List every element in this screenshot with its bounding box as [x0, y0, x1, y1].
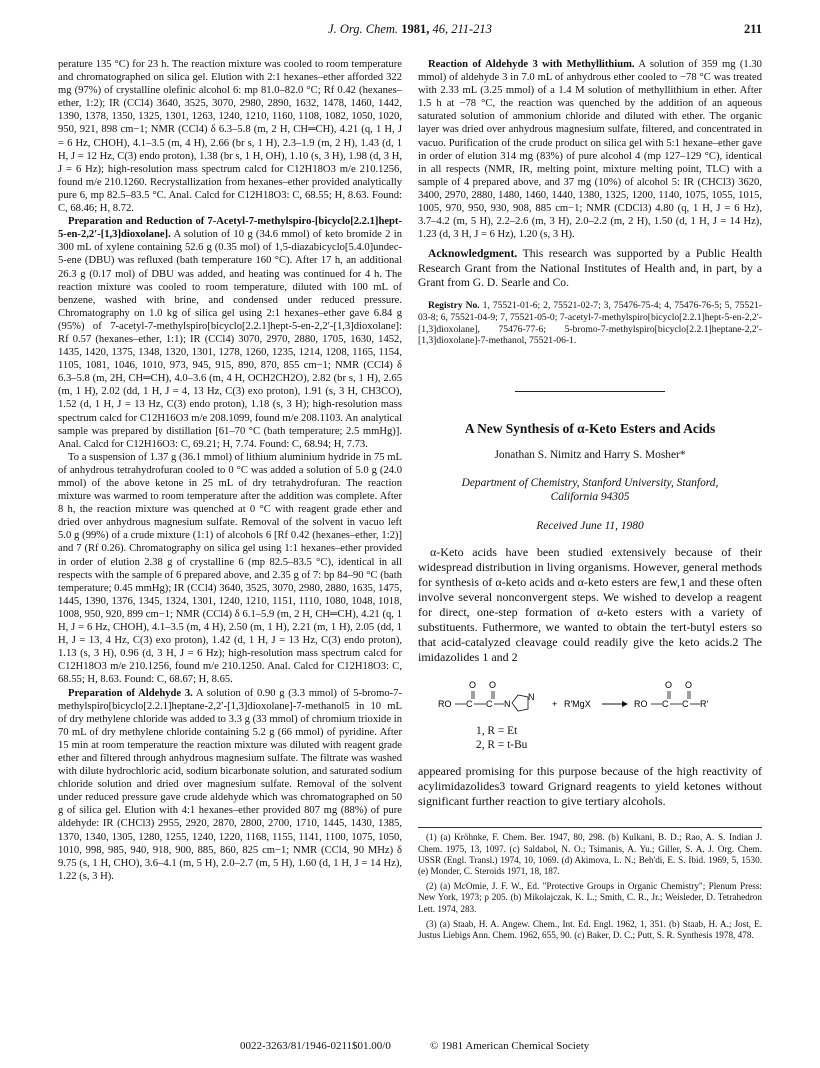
- journal-pages: 211-213: [451, 22, 492, 36]
- reaction-arrowhead: [622, 701, 628, 707]
- left-column: [58, 58, 402, 883]
- affiliation-line-1: Department of Chemistry, Stanford University, Stanford,: [461, 477, 719, 490]
- scheme-ro-label: RO: [438, 699, 452, 710]
- right-paragraph-1: [418, 58, 762, 241]
- received-date: Received June 11, 1980: [536, 520, 644, 533]
- registry-text: 1, 75521-01-6; 2, 75521-02-7; 3, 75476-75-4; 4, 75476-76-5; 5, 75521-03-8; 6, 75521-04-9; 7, 75521-05-0; 7-acetyl-7-methylspiro[bicyclo[2.2.1]hept-5-en-2,2′-[1,3]dioxolane], 75476-77-6; 5-bromo-7-methylspiro[bicyclo[2.2.1]heptane-2,2′-[1,3]dioxolane]-7-methanol, 75521-06-1.: [418, 299, 763, 347]
- reaction-scheme-drawing: [436, 673, 746, 725]
- scheme-product-r-prime: R′: [700, 699, 709, 710]
- page-number: 211: [743, 22, 762, 36]
- paragraph-text: A solution of 0.90 g (3.3 mmol) of 5-bromo-7-methylspiro[bicyclo[2.2.1]heptane-2,2′-[1,3]dioxolane]-7-methanol5 in 10 mL of dry methylene chloride was added to 3.3 g (33 mmol) of chromium trioxide in 70 mL of dry methylene chloride containing 5.2 g (66 mmol) of pyridine. After 15 min at room temperature the reaction mixture was diluted with reagent grade ether and filtered through anhydrous magnesium sulfate. The filtrate was washed with dilute hydrochloric acid, sodium bicarbonate solution, and saturated sodium chloride solution and dried over magnesium sulfate. Removal of the solvent under reduced pressure gave crude aldehyde which was chromatographed on 50 g of silica gel. Elution with 4:1 hexanes–ether provided 807 mg (88%) of pure aldehyde: IR (CHCl3) 2955, 2920, 2870, 2800, 2700, 1710, 1445, 1430, 1385, 1370, 1340, 1305, 1280, 1255, 1240, 1220, 1168, 1155, 1141, 1100, 1075, 1050, 1010, 998, 985, 940, 918, 900, 885, 860, 825 cm−1; NMR (CCl4, 90 MHz) δ 9.75 (s, 1 H, CHO), 3.6–4.1 (m, 5 H), 2.0–2.7 (m, 5 H), 1.60 (d, 1 H, J = 14 Hz), 1.22 (s, 3 H).: [58, 687, 402, 882]
- body-paragraph: appeared promising for this purpose because of the high reactivity of acylimidazolides3 toward Grignard reagents to yield ketones without significant further reaction to give tertiary alcohols.: [418, 764, 762, 809]
- article-authors: Jonathan S. Nimitz and Harry S. Mosher*: [494, 449, 686, 462]
- page-header: [0, 22, 820, 40]
- article-affiliation: [418, 476, 762, 504]
- article-title: A New Synthesis of α-Keto Esters and Acids: [464, 421, 716, 437]
- scheme-product-ro: RO: [634, 699, 648, 710]
- copyright: © 1981 American Chemical Society: [430, 1040, 590, 1052]
- scheme-product-oxygen-2: O: [685, 680, 693, 691]
- footnote-3: (3) (a) Staab, H. A. Angew. Chem., Int. Ed. Engl. 1962, 1, 351. (b) Staab, H. A.; Jost, E. Justus Liebigs Ann. Chem. 1962, 655, 90. (c) Baker, D. C.; Putt, S. R. Synthesis 1978, 478.: [418, 918, 762, 941]
- scheme-nitrogen-2: N: [528, 692, 535, 703]
- scheme-carbon-1: C: [466, 699, 473, 710]
- left-paragraph-4: [58, 687, 402, 883]
- acknowledgment: [418, 247, 762, 290]
- footnote-1: (1) (a) Kröhnke, F. Chem. Ber. 1947, 80, 298. (b) Kulkani, B. D.; Rao, A. S. Indian J. Chem. 1975, 13, 1097. (c) Saldabol, N. O.; Tsimanis, A. Yu.; Giller, S. A. J. Org. Chem. USSR (Engl. Transl.) 1974, 10, 1069. (d) Akimova, L. N.; Beh'di, E. S. Ibid. 1969, 5, 1530. (e) Monder, C. Steroids 1971, 18, 187.: [418, 832, 762, 876]
- article-code: 0022-3263/81/1946-0211$01.00/0: [240, 1040, 391, 1052]
- intro-paragraph: α-Keto acids have been studied extensively because of their widespread distribution in living organisms. However, general methods for synthesis of α-keto acids and α-keto esters are few,1 and these often involve several nonconvergent steps. We wished to develop a reagent for direct, one-step formation of α-keto esters with a variety of substituents. Futhermore, we wanted to obtain the tert-butyl esters so that acid-catalyzed cleavage could readily give the keto acids.2 The imidazolides 1 and 2: [418, 545, 762, 665]
- acknowledgment-text: This research was supported by a Public Health Research Grant from the National Institutes of Health and, in part, by a Grant from G. D. Searle and Co.: [418, 247, 762, 289]
- compound-1-label: 1, R = Et: [476, 725, 518, 738]
- scheme-plus: +: [552, 699, 558, 710]
- journal-volume: 46,: [432, 22, 449, 36]
- article-intro: [418, 545, 762, 665]
- imidazole-ring: [512, 695, 528, 711]
- right-column: [418, 58, 762, 941]
- left-paragraph-2: [58, 215, 402, 451]
- footnote-2: (2) (a) McOmie, J. F. W., Ed. "Protective Groups in Organic Chemistry"; Plenum Press: New York, 1973; p 205. (b) Mikolajczak, K. L.; Smith, C. R., Jr.; Weisleder, D. Tetrahedron Lett. 1974, 283.: [418, 881, 762, 914]
- section-heading: Reaction of Aldehyde 3 with Methyllithium.: [428, 59, 635, 70]
- scheme-product-oxygen-1: O: [665, 680, 673, 691]
- left-paragraph-1: perature 135 °C) for 23 h. The reaction mixture was cooled to room temperature and chromatographed on silica gel. Elution with 2:1 hexanes–ether afforded 322 mg (97%) of crystalline olefinic alcohol 6: mp 81.0–82.0 °C; Rf 0.42 (hexanes–ether, 1:2); IR (CCl4) 3640, 3525, 3070, 2980, 2890, 1632, 1478, 1460, 1442, 1390, 1378, 1350, 1325, 1301, 1263, 1240, 1210, 1160, 1108, 1082, 1050, 1020, 950, 921, 898 cm−1; NMR (CCl4) δ 6.3–5.8 (m, 2 H, CH═CH), 4.21 (q, 1 H, J = 6 Hz, CHOH), 4.1–3.5 (m, 4 H), 2.66 (br s, 1 H), 2.3–1.9 (m, 2 H), 1.43 (d, 1 H, J = 12 Hz, C(3) endo proton), 1.38 (br s, 1 H, OH), 1.10 (s, 3 H), 1.98 (d, 3 H, J = 6 Hz); high-resolution mass spectrum calcd for C12H18O3 m/e 210.1256, found m/e 210.1260. Recrystallization from hexanes–ether provided analytically pure 6, mp 82.5–83.5 °C. Anal. Calcd for C12H18O3: C, 68.55; H, 8.63. Found: C, 68.46; H, 8.72.: [58, 59, 402, 215]
- journal-name: J. Org. Chem.: [328, 22, 399, 36]
- scheme-carbon-2: C: [486, 699, 493, 710]
- paragraph-text: A solution of 359 mg (1.30 mmol) of aldehyde 3 in 7.0 mL of anhydrous ether cooled to −78 °C was treated with 2.33 mL (3.25 mmol) of a 1.4 M solution of methyllithium in ether. After 1.5 h at −78 °C, the reaction was quenched by the addition of an aqueous saturated solution of ammonium chloride and diluted with ether. The organic layer was dried over anhydrous magnesium sulfate, filtered, and concentrated in vacuo. Purification of the crude product on silica gel with 5:1 hexane–ether gave in order of elution 314 mg (83%) of pure alcohol 4 (mp 127–129 °C), identical in all respects (NMR, IR, melting point, mixture melting point, TLC) with a sample of 4 prepared above, and 37 mg (10%) of alcohol 5: IR (CHCl3) 3620, 3400, 2970, 2880, 1480, 1460, 1440, 1380, 1325, 1200, 1140, 1075, 1055, 1015, 1005, 970, 950, 930, 908, 885 cm−1; NMR (CDCl3) 4.80 (q, 1 H, J = 6 Hz), 3.7–4.2 (m, 5 H), 2.2–2.6 (m, 3 H), 2.0–2.2 (m, 2 H), 1.50 (d, 1 H, J = 14 Hz), 1.23 (d, 3 H, J = 6 Hz), 1.20 (s, 3 H).: [418, 59, 762, 241]
- reaction-scheme: [418, 673, 762, 725]
- affiliation-line-2: California 94305: [550, 491, 630, 504]
- compound-2-label: 2, R = t-Bu: [476, 738, 528, 751]
- article-body-continued: [418, 764, 762, 809]
- scheme-reagent: R′MgX: [564, 699, 591, 710]
- section-heading: Preparation of Aldehyde 3.: [68, 687, 193, 699]
- scheme-oxygen-1: O: [469, 680, 477, 691]
- footnote-divider: [418, 827, 762, 828]
- acknowledgment-heading: Acknowledgment.: [428, 247, 518, 261]
- paragraph-text: A solution of 10 g (34.6 mmol) of keto bromide 2 in 300 mL of xylene containing 52.6 g (0.35 mol) of 1,5-diazabicyclo[5.4.0]undec-5-ene (DBU) was refluxed (bath temperature 160 °C). After 17 h, an additional 26.3 g (0.17 mol) of DBU was added, and heating was continued for 4 h. The reaction mixture was cooled to room temperature, diluted with 100 mL of benzene, washed with brine, and condensed under reduced pressure. Chromatography on 1.0 kg of silica gel using 2:1 hexanes–ether gave 6.84 g (95%) of 7-acetyl-7-methylspiro[bicyclo[2.2.1]hept-5-en-2,2′-[1,3]dioxolane]: Rf 0.57 (hexanes–ether, 1:1); IR (CCl4) 3070, 2970, 2880, 1705, 1630, 1452, 1435, 1420, 1375, 1348, 1320, 1301, 1278, 1260, 1235, 1214, 1208, 1165, 1154, 1105, 1081, 1046, 1010, 973, 945, 915, 890, 870, 855 cm−1; NMR (CCl4) δ 6.3–5.8 (m, 2H, CH═CH), 4.0–3.6 (m, 4 H, OCH2CH2O), 2.82 (br s, 1 H), 2.65 (m, 1 H), 2.02 (dd, 1 H, J = 4, 13 Hz, C(3) exo proton), 1.91 (s, 3 H, CH3CO), 1.52 (d, 1 H, J = 13 Hz, C(3) endo proton), 1.18 (s, 3 H); high-resolution mass spectrum calcd for C12H16O3 m/e 208.1099, found m/e 208.1103. An analytical sample was prepared by distillation [61–70 °C (bath temperature; 2.5 mmHg)]. Anal. Calcd for C12H16O3: C, 69.21; H, 7.74. Found: C, 68.94; H, 7.73.: [58, 229, 402, 450]
- scheme-nitrogen-1: N: [504, 699, 511, 710]
- scheme-product-carbon-1: C: [662, 699, 669, 710]
- registry-heading: Registry No.: [428, 299, 480, 311]
- article-divider: [515, 391, 665, 392]
- left-paragraph-3: To a suspension of 1.37 g (36.1 mmol) of lithium aluminium hydride in 75 mL of anhydrous tetrahydrofuran cooled to 0 °C was added a solution of 5.0 g (24.0 mmol) of the above ketone in 25 mL of dry tetrahydrofuran. The reaction mixture was warmed to room temperature after the addition was complete. After 8 h, the reaction mixture was quenched at 0 °C with reagent grade ether and dried over anhydrous magnesium sulfate. Removal of the solvent in vacuo left 5.0 g (99%) of a crude mixture (1:1) of alcohols 6 [Rf 0.42 (hexanes–ether, 1:2)] and 7 (Rf 0.26). Chromatography on silica gel using 1:1 hexanes–ether provided in order of elution 2.38 g of crystalline 6 (mp 82.5–83.5 °C), identical in all respects with the sample of 6 prepared above, and 2.35 g of 7: bp 84–90 °C (bath temperature; 0.45 mmHg); IR (CCl4) 3640, 3525, 3070, 2980, 2880, 1635, 1475, 1445, 1390, 1376, 1345, 1324, 1301, 1240, 1210, 1151, 1110, 1080, 1048, 1018, 1008, 950, 920, 899 cm−1; NMR (CCl4) δ 6.1–5.9 (m, 2 H, CH═CH), 4.21 (q, 1 H, J = 6 Hz, CHOH), 4.1–3.5 (m, 4 H), 2.50 (m, 1 H), 2.21 (m, 1 H), 2.05 (dd, 1 H, J = 13, 4 Hz, C(3) exo proton), 1.42 (d, 1 H, J = 13 Hz, C(3) endo proton), 1.13 (s, 3 H), 0.96 (d, 3 H, J = 6 Hz); high-resolution mass spectrum calcd for C12H18O3 m/e 210.1256, found m/e 210.1250. Anal. Calcd for C12H18O3: C, 68.55; H, 8.63. Found: C, 68.67; H, 8.65.: [58, 451, 402, 686]
- journal-year: 1981,: [401, 22, 430, 36]
- journal-citation: [0, 22, 820, 37]
- scheme-oxygen-2: O: [489, 680, 497, 691]
- registry-numbers: [418, 300, 762, 347]
- compound-legend: [476, 725, 762, 752]
- scheme-product-carbon-2: C: [682, 699, 689, 710]
- section-heading: Preparation and Reduction of 7-Acetyl-7-methylspiro-[bicyclo[2.2.1]hept-5-en-2,2′-[1,3]dioxolane].: [58, 216, 402, 241]
